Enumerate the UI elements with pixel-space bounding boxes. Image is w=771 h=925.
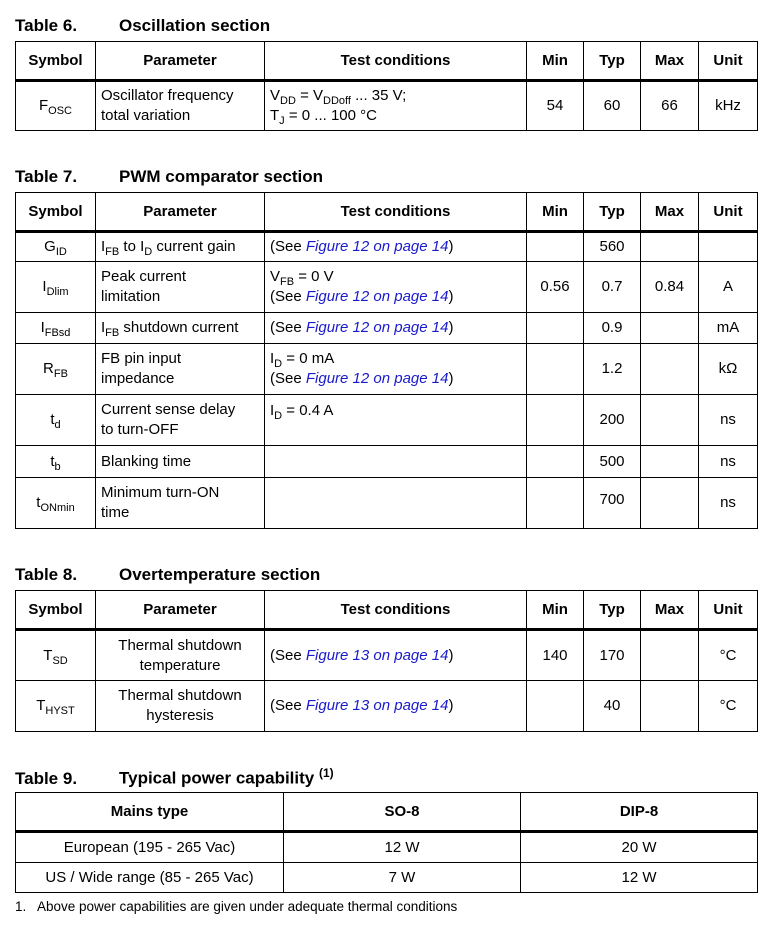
header-symbol: Symbol — [16, 42, 96, 81]
mains-type-cell: European (195 - 265 Vac) — [16, 832, 284, 863]
max-cell — [641, 395, 699, 446]
header-max: Max — [641, 591, 699, 630]
table8-caption — [15, 565, 320, 585]
header-mains-type: Mains type — [16, 793, 284, 832]
table-row — [16, 313, 758, 344]
table7-caption — [15, 167, 323, 187]
unit-cell: ns — [699, 446, 758, 478]
unit-cell: mA — [699, 313, 758, 344]
conditions-cell: (See Figure 13 on page 14) — [265, 630, 527, 681]
conditions-cell: (See Figure 12 on page 14) — [265, 232, 527, 262]
unit-cell: kΩ — [699, 344, 758, 395]
header-symbol: Symbol — [16, 193, 96, 232]
figure-link[interactable]: Figure 12 on page 14 — [305, 319, 449, 336]
conditions-cell — [265, 446, 527, 478]
unit-cell: ns — [699, 395, 758, 446]
table8-number: Table 8. — [15, 565, 78, 584]
min-cell — [527, 681, 584, 732]
parameter-cell: Minimum turn-ON time — [96, 478, 265, 529]
min-cell: 54 — [527, 81, 584, 131]
figure-link[interactable]: Figure 12 on page 14 — [305, 238, 449, 255]
max-cell — [641, 344, 699, 395]
table-row — [16, 863, 758, 893]
conditions-cell: $V_{FB} = 0$ V (See Figure 12 on page 14) — [265, 262, 527, 313]
header-conditions: Test conditions — [265, 42, 527, 81]
parameter-cell: Peak current limitation — [96, 262, 265, 313]
symbol-cell: $I_{FBsd}$ — [16, 313, 96, 344]
typ-cell: 560 — [584, 232, 641, 262]
header-unit: Unit — [699, 193, 758, 232]
conditions-cell — [265, 478, 527, 529]
min-cell — [527, 313, 584, 344]
conditions-cell: $I_D = 0.4$ A — [265, 395, 527, 446]
figure-link[interactable]: Figure 13 on page 14 — [305, 646, 449, 664]
table-row — [16, 232, 758, 262]
max-cell — [641, 681, 699, 732]
typ-cell: 700 — [584, 478, 641, 529]
symbol-cell: $t_b$ — [16, 446, 96, 478]
typ-cell: 170 — [584, 630, 641, 681]
typ-cell: 60 — [584, 81, 641, 131]
symbol-cell: $t_{ONmin}$ — [16, 478, 96, 529]
min-cell — [527, 344, 584, 395]
parameter-cell: Oscillator frequency total variation — [96, 81, 265, 131]
symbol-cell: $I_{Dlim}$ — [16, 262, 96, 313]
table7-number: Table 7. — [15, 167, 78, 186]
unit-cell — [699, 232, 758, 262]
typ-cell: 500 — [584, 446, 641, 478]
symbol-cell: $F_{OSC}$ — [16, 81, 96, 131]
parameter-cell: $I_{FB}$ shutdown current — [96, 313, 265, 344]
min-cell — [527, 232, 584, 262]
table-header-row — [16, 193, 758, 232]
symbol-cell: $R_{FB}$ — [16, 344, 96, 395]
table-row — [16, 832, 758, 863]
table-row — [16, 681, 758, 732]
conditions-cell: (See Figure 13 on page 14) — [265, 681, 527, 732]
header-min: Min — [527, 193, 584, 232]
unit-cell: kHz — [699, 81, 758, 131]
header-parameter: Parameter — [96, 591, 265, 630]
max-cell — [641, 313, 699, 344]
header-max: Max — [641, 193, 699, 232]
typ-cell: 0.9 — [584, 313, 641, 344]
table-row — [16, 81, 758, 131]
typ-cell: 40 — [584, 681, 641, 732]
parameter-cell: Blanking time — [96, 446, 265, 478]
unit-cell: ns — [699, 478, 758, 529]
min-cell — [527, 478, 584, 529]
table9-number: Table 9. — [15, 768, 78, 788]
footnote — [15, 899, 457, 914]
header-parameter: Parameter — [96, 42, 265, 81]
unit-cell: °C — [699, 630, 758, 681]
max-cell — [641, 630, 699, 681]
min-cell — [527, 395, 584, 446]
figure-link[interactable]: Figure 12 on page 14 — [305, 288, 449, 305]
header-max: Max — [641, 42, 699, 81]
table6-caption — [15, 16, 270, 36]
table6-title: Oscillation section — [119, 16, 271, 35]
symbol-cell: $G_{ID}$ — [16, 232, 96, 262]
table-row — [16, 446, 758, 478]
table9-note-ref: (1) — [318, 766, 334, 780]
min-cell: 0.56 — [527, 262, 584, 313]
max-cell — [641, 446, 699, 478]
typ-cell: 1.2 — [584, 344, 641, 395]
unit-cell: °C — [699, 681, 758, 732]
max-cell — [641, 478, 699, 529]
so8-cell: 7 W — [284, 863, 521, 893]
symbol-cell: $T_{HYST}$ — [16, 681, 96, 732]
table7-title: PWM comparator section — [119, 167, 324, 186]
table-row — [16, 262, 758, 313]
table7 — [15, 192, 758, 529]
parameter-cell: Thermal shutdown hysteresis — [96, 681, 265, 732]
table-row — [16, 344, 758, 395]
conditions-cell: (See Figure 12 on page 14) — [265, 313, 527, 344]
table8-title: Overtemperature section — [119, 565, 321, 584]
max-cell — [641, 232, 699, 262]
header-min: Min — [527, 591, 584, 630]
table9 — [15, 792, 758, 893]
table9-title: Typical power capability — [119, 768, 315, 788]
symbol-cell: $T_{SD}$ — [16, 630, 96, 681]
min-cell — [527, 446, 584, 478]
so8-cell: 12 W — [284, 832, 521, 863]
table-header-row — [16, 793, 758, 832]
parameter-cell: FB pin input impedance — [96, 344, 265, 395]
dip8-cell: 20 W — [521, 832, 758, 863]
typ-cell: 0.7 — [584, 262, 641, 313]
dip8-cell: 12 W — [521, 863, 758, 893]
header-symbol: Symbol — [16, 591, 96, 630]
parameter-cell: Current sense delay to turn-OFF — [96, 395, 265, 446]
header-typ: Typ — [584, 42, 641, 81]
conditions-cell: $V_{DD} = V_{DDoff}$ ... 35 V; $T_J = 0$ ... 100 °C — [265, 81, 527, 131]
header-unit: Unit — [699, 591, 758, 630]
mains-type-cell: US / Wide range (85 - 265 Vac) — [16, 863, 284, 893]
header-parameter: Parameter — [96, 193, 265, 232]
figure-link[interactable]: Figure 13 on page 14 — [305, 697, 449, 714]
figure-link[interactable]: Figure 12 on page 14 — [305, 370, 449, 387]
table-row — [16, 395, 758, 446]
header-typ: Typ — [584, 591, 641, 630]
footnote-text: Above power capabilities are given under adequate thermal conditions — [37, 899, 458, 914]
table6-number: Table 6. — [15, 16, 78, 35]
max-cell: 66 — [641, 81, 699, 131]
header-unit: Unit — [699, 42, 758, 81]
unit-cell: A — [699, 262, 758, 313]
conditions-cell: $I_D = 0$ mA (See Figure 12 on page 14) — [265, 344, 527, 395]
table6 — [15, 41, 758, 131]
min-cell: 140 — [527, 630, 584, 681]
table9-caption — [15, 766, 334, 789]
symbol-cell: $t_d$ — [16, 395, 96, 446]
header-conditions: Test conditions — [265, 193, 527, 232]
parameter-cell: Thermal shutdown temperature — [96, 630, 265, 681]
table8 — [15, 590, 758, 732]
footnote-number: 1. — [15, 899, 27, 914]
header-dip8: DIP-8 — [521, 793, 758, 832]
typ-cell: 200 — [584, 395, 641, 446]
header-typ: Typ — [584, 193, 641, 232]
header-so8: SO-8 — [284, 793, 521, 832]
table-header-row — [16, 42, 758, 81]
max-cell: 0.84 — [641, 262, 699, 313]
table-header-row — [16, 591, 758, 630]
table-row — [16, 478, 758, 529]
parameter-cell: $I_{FB}$ to $I_D$ current gain — [96, 232, 265, 262]
header-min: Min — [527, 42, 584, 81]
table-row — [16, 630, 758, 681]
header-conditions: Test conditions — [265, 591, 527, 630]
